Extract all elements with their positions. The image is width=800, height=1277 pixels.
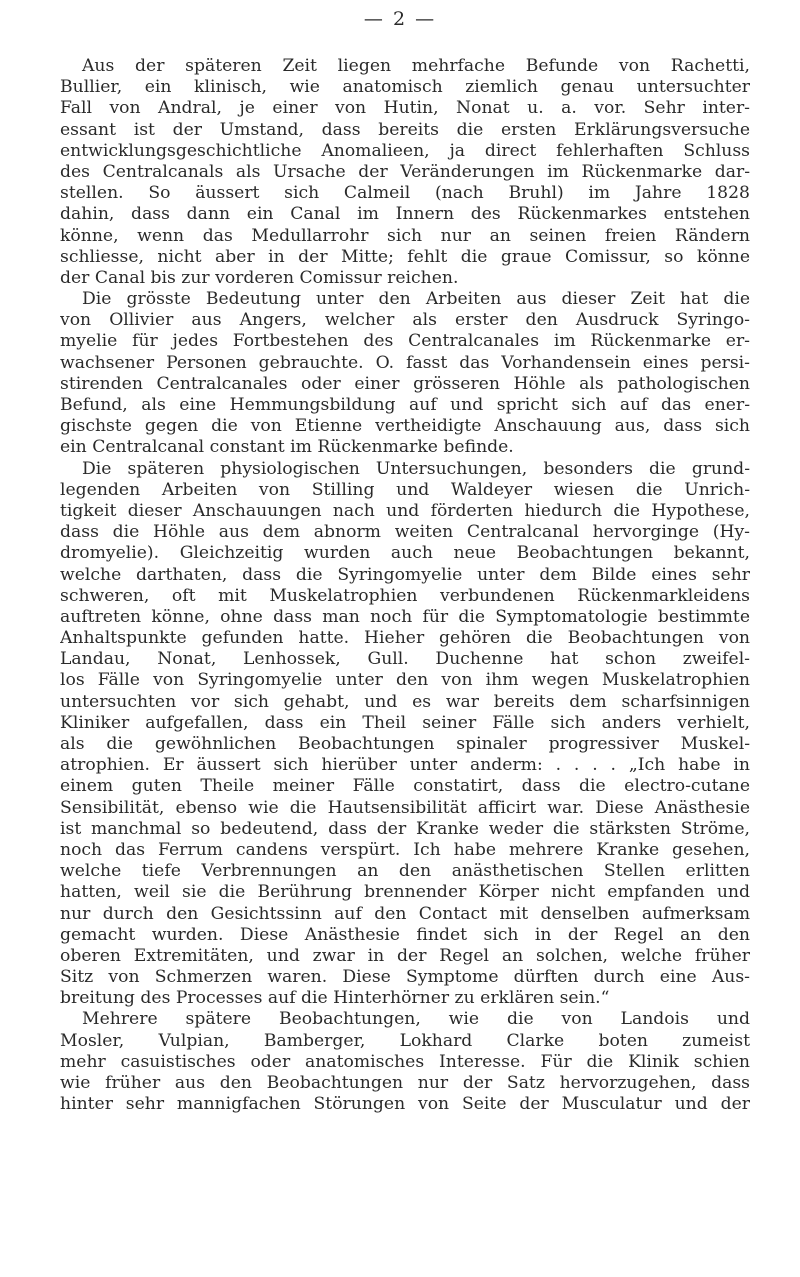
text-line: stirenden Centralcanales oder einer grösseren Höhle als pathologischen [60, 373, 750, 394]
text-line: Befund, als eine Hemmungsbildung auf und spricht sich auf das ener- [60, 395, 750, 415]
text-line: Fall von Andral, je einer von Hutin, Nonat u. a. vor. Sehr inter- [60, 98, 750, 119]
text-line: Sensibilität, ebenso wie die Hautsensibilität afficirt war. Diese Anästhesie [60, 797, 750, 818]
text-line: tigkeit dieser Anschauungen nach und förderten hiedurch die Hypothese, [60, 500, 750, 521]
text-line: los Fälle von Syringomyelie unter den von ihm wegen Muskelatrophien [60, 670, 750, 691]
text-line: mehr casuistisches oder anatomisches Interesse. Für die Klinik schien [60, 1051, 750, 1072]
text-line: ein Centralcanal constant im Rückenmarke befinde. [60, 437, 514, 458]
text-line: welche tiefe Verbrennungen an den anästhetischen Stellen erlitten [60, 861, 750, 882]
text-line: atrophien. Er äussert sich hierüber unter anderm: . . . . „Ich habe in [60, 755, 750, 776]
text-line: dromyelie). Gleichzeitig wurden auch neue Beobachtungen bekannt, [60, 543, 750, 564]
text-line: Kliniker aufgefallen, dass ein Theil seiner Fälle sich anders verhielt, [60, 712, 750, 733]
text-line: könne, wenn das Medullarrohr sich nur an seinen freien Rändern [60, 225, 750, 246]
text-line: von Ollivier aus Angers, welcher als erster den Ausdruck Syringo- [60, 310, 750, 331]
text-line: Anhaltspunkte gefunden hatte. Hieher gehören die Beobachtungen von [60, 628, 750, 649]
text-line: entwicklungsgeschichtliche Anomalieen, ja direct fehlerhaften Schluss [60, 140, 750, 161]
text-line: dahin, dass dann ein Canal im Innern des Rückenmarkes entstehen [60, 204, 750, 225]
text-line: schliesse, nicht aber in der Mitte; fehlt die graue Comissur, so könne [60, 246, 750, 267]
text-line: gischste gegen die von Etienne vertheidigte Anschauung aus, dass sich [60, 416, 750, 437]
text-line: wachsener Personen gebrauchte. O. fasst das Vorhandensein eines persi- [60, 352, 750, 373]
text-line: wie früher aus den Beobachtungen nur der Satz hervorzugehen, dass [60, 1073, 750, 1093]
text-line: hatten, weil sie die Berührung brennender Körper nicht empfanden und [60, 882, 750, 903]
text-line: legenden Arbeiten von Stilling und Waldeyer wiesen die Unrich- [60, 479, 750, 500]
text-line: dass die Höhle aus dem abnorm weiten Centralcanal hervorginge (Hy- [60, 522, 750, 543]
text-line: Die späteren physiologischen Untersuchungen, besonders die grund- [82, 458, 750, 479]
text-line: myelie für jedes Fortbestehen des Centralcanales im Rückenmarke er- [60, 331, 750, 352]
text-line: hinter sehr mannigfachen Störungen von Seite der Musculatur und der [60, 1094, 750, 1115]
text-line: Sitz von Schmerzen waren. Diese Symptome dürften durch eine Aus- [60, 967, 750, 988]
text-line: breitung des Processes auf die Hinterhörner zu erklären sein.“ [60, 988, 610, 1009]
body-text [60, 56, 750, 1115]
text-line: Aus der späteren Zeit liegen mehrfache Befunde von Rachetti, [82, 56, 750, 76]
text-line: noch das Ferrum candens verspürt. Ich habe mehrere Kranke gesehen, [60, 839, 750, 860]
text-line: einem guten Theile meiner Fälle constatirt, dass die electro-cutane [60, 776, 750, 797]
text-line: essant ist der Umstand, dass bereits die ersten Erklärungsversuche [60, 119, 750, 140]
text-line: der Canal bis zur vorderen Comissur reichen. [60, 267, 459, 288]
text-line: auftreten könne, ohne dass man noch für die Symptomatologie bestimmte [60, 606, 750, 627]
text-line: Mosler, Vulpian, Bamberger, Lokhard Clarke boten zumeist [60, 1030, 750, 1051]
text-line: oberen Extremitäten, und zwar in der Regel an solchen, welche früher [60, 945, 750, 966]
text-line: nur durch den Gesichtssinn auf den Contact mit denselben aufmerksam [60, 903, 750, 924]
text-line: stellen. So äussert sich Calmeil (nach Bruhl) im Jahre 1828 [60, 183, 750, 204]
text-line: Bullier, ein klinisch, wie anatomisch ziemlich genau untersuchter [60, 77, 750, 98]
page-number: — 2 — [363, 8, 437, 30]
text-line: gemacht wurden. Diese Anästhesie findet sich in der Regel an den [60, 924, 750, 945]
text-line: Landau, Nonat, Lenhossek, Gull. Duchenne hat schon zweifel- [60, 649, 750, 670]
text-line: welche darthaten, dass die Syringomyelie unter dem Bilde eines sehr [60, 564, 750, 585]
text-line: untersuchten vor sich gehabt, und es war bereits dem scharfsinnigen [60, 691, 750, 712]
text-line: Mehrere spätere Beobachtungen, wie die von Landois und [82, 1009, 750, 1030]
text-line: Die grösste Bedeutung unter den Arbeiten aus dieser Zeit hat die [82, 289, 750, 310]
text-line: als die gewöhnlichen Beobachtungen spinaler progressiver Muskel- [60, 734, 750, 754]
text-line: schweren, oft mit Muskelatrophien verbundenen Rückenmarkleidens [60, 585, 750, 606]
text-line: ist manchmal so bedeutend, dass der Kranke weder die stärksten Ströme, [60, 818, 750, 839]
text-line: des Centralcanals als Ursache der Veränderungen im Rückenmarke dar- [60, 161, 750, 182]
